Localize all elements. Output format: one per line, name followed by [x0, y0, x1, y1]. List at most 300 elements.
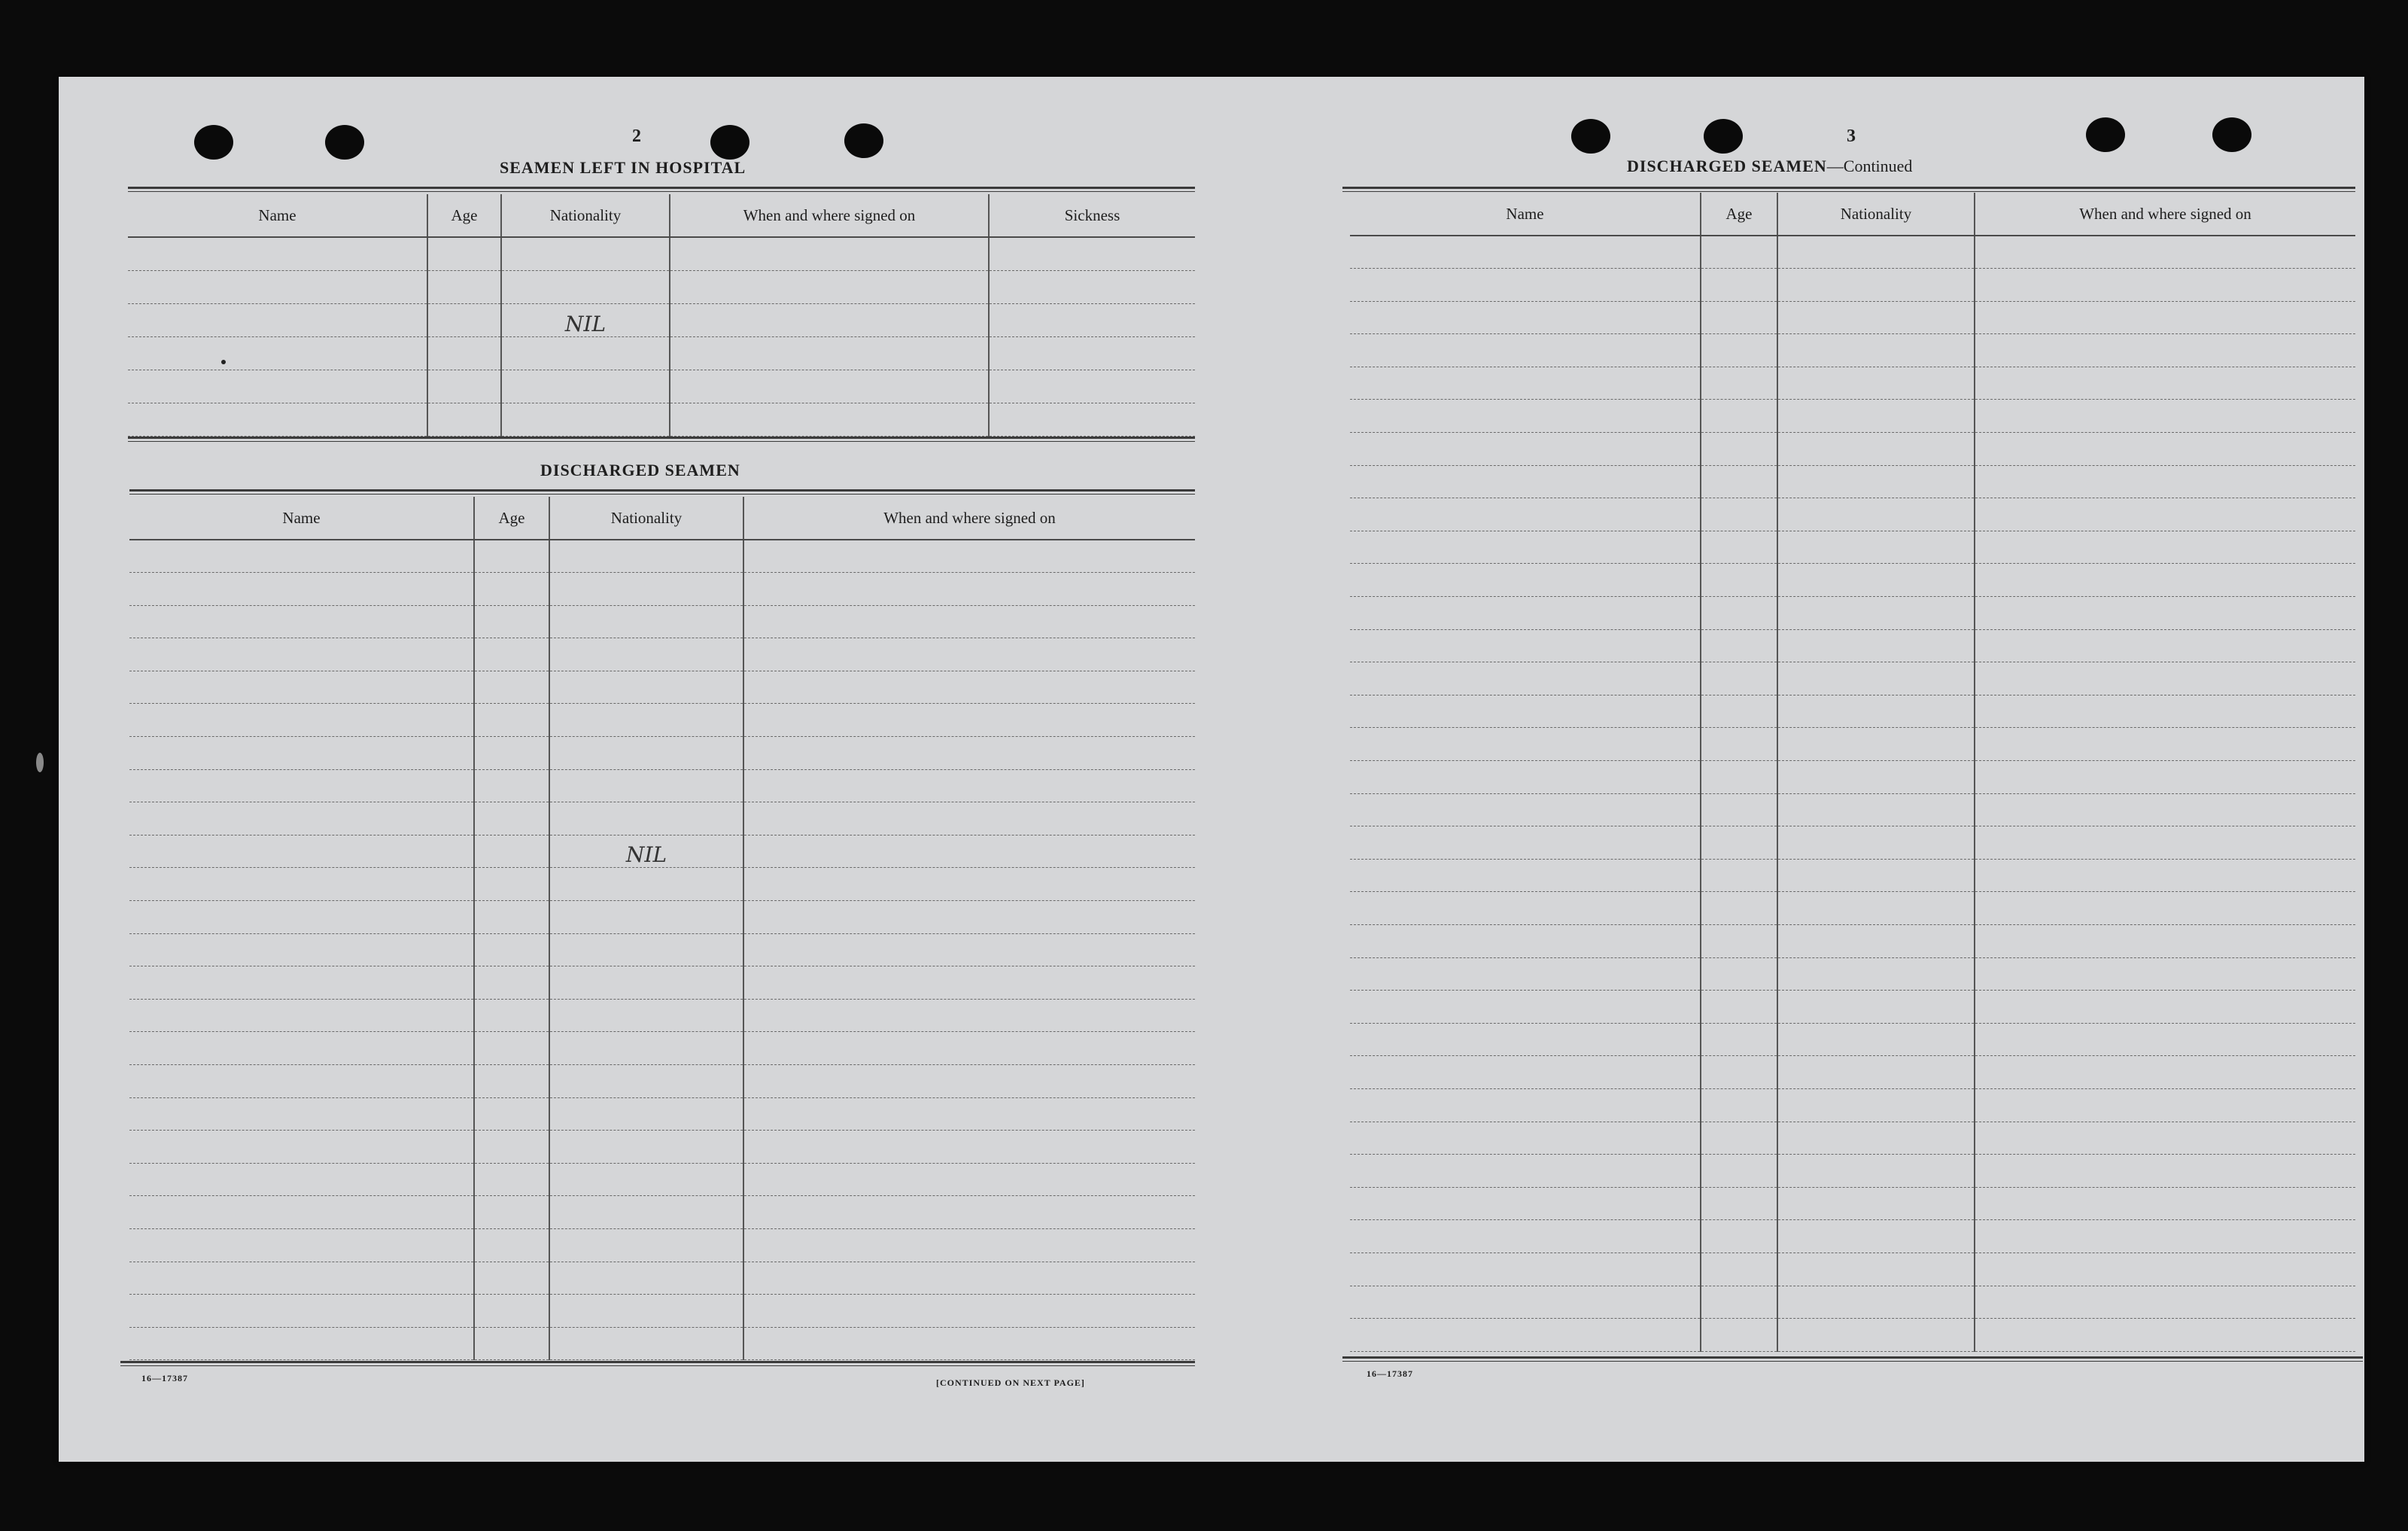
table-cell: [1975, 662, 2355, 695]
table-cell: [743, 704, 1195, 737]
table-cell: [549, 901, 743, 934]
table-cell: [743, 638, 1195, 671]
table-cell: [1701, 269, 1777, 302]
table-cell: [989, 336, 1195, 370]
table-cell: [1350, 1056, 1701, 1089]
table-cell: [1975, 564, 2355, 597]
table-cell: [1350, 892, 1701, 925]
table-cell: [501, 237, 670, 270]
table-cell: [474, 605, 549, 638]
table-cell: [129, 802, 474, 836]
table-cell: [743, 1196, 1195, 1229]
table-cell: [1701, 1056, 1777, 1089]
table-cell: [549, 999, 743, 1032]
table-cell: [129, 540, 474, 573]
table-cell: [1975, 1220, 2355, 1253]
table-cell: [743, 1163, 1195, 1196]
table-cell: [549, 1295, 743, 1328]
table-cell: [129, 835, 474, 868]
table-cell: [1975, 400, 2355, 433]
table-cell: [1777, 433, 1975, 466]
table-cell: [1350, 826, 1701, 860]
handwritten-nil: NIL: [501, 303, 670, 336]
table-cell: [1975, 236, 2355, 269]
table-cell: [1975, 1319, 2355, 1352]
table-cell: [1777, 629, 1975, 662]
discharged-section-title: DISCHARGED SEAMEN: [540, 461, 740, 479]
table-cell: [1975, 728, 2355, 761]
table-cell: [129, 737, 474, 770]
table-cell: [1701, 301, 1777, 334]
table-cell: [1975, 957, 2355, 991]
table-cell: [1350, 236, 1701, 269]
table-cell: [1975, 1187, 2355, 1220]
table-cell: [129, 1196, 474, 1229]
table-cell: [474, 1196, 549, 1229]
table-cell: [989, 370, 1195, 403]
table-cell: [1975, 1088, 2355, 1122]
table-cell: [989, 237, 1195, 270]
table-cell: [1777, 1155, 1975, 1188]
table-cell: [1350, 761, 1701, 794]
discharged-continued-title: [1627, 157, 1912, 176]
table-cell: [1975, 597, 2355, 630]
table-cell: [1975, 1286, 2355, 1319]
table-cell: [989, 303, 1195, 336]
speck: [221, 360, 226, 364]
table-cell: [549, 933, 743, 966]
table-cell: [1975, 433, 2355, 466]
table-cell: [743, 933, 1195, 966]
table-cell: [1777, 761, 1975, 794]
table-cell: [743, 573, 1195, 606]
ledger-sheet: [59, 77, 2364, 1462]
table-cell: [1350, 269, 1701, 302]
table-cell: [743, 1295, 1195, 1328]
table-cell: [1777, 695, 1975, 728]
table-cell: [1350, 1023, 1701, 1056]
table-cell: [128, 303, 427, 336]
table-cell: [549, 1097, 743, 1131]
table-cell: [549, 769, 743, 802]
table-cell: [1701, 991, 1777, 1024]
table-cell: [474, 704, 549, 737]
table-cell: [1701, 367, 1777, 400]
continued-note: [CONTINUED ON NEXT PAGE]: [936, 1377, 1085, 1388]
table-cell: [743, 1131, 1195, 1164]
table-cell: [670, 270, 989, 303]
table-cell: [129, 1228, 474, 1262]
table-cell: [549, 1196, 743, 1229]
table-cell: [129, 1163, 474, 1196]
form-code: 16—17387: [1367, 1368, 1413, 1379]
hospital-bottom-rule: [128, 437, 1195, 442]
table-cell: [743, 868, 1195, 901]
table-cell: [474, 638, 549, 671]
column-header-signed-on: When and where signed on: [1975, 193, 2355, 236]
top-rule: [1342, 187, 2355, 192]
table-cell: [1777, 826, 1975, 860]
table-cell: [474, 573, 549, 606]
table-cell: [1350, 597, 1701, 630]
table-cell: [1350, 367, 1701, 400]
table-cell: [1350, 433, 1701, 466]
column-header-nationality: Nationality: [549, 497, 743, 540]
table-cell: [474, 933, 549, 966]
table-cell: [427, 370, 501, 403]
table-cell: [1975, 1252, 2355, 1286]
table-cell: [549, 966, 743, 1000]
table-cell: [1777, 1187, 1975, 1220]
table-cell: [128, 336, 427, 370]
table-cell: [1975, 1122, 2355, 1155]
table-cell: [474, 999, 549, 1032]
table-cell: [1701, 236, 1777, 269]
table-cell: [1777, 1252, 1975, 1286]
table-cell: [549, 540, 743, 573]
table-cell: [129, 1262, 474, 1295]
table-cell: [1701, 826, 1777, 860]
table-cell: [1701, 1023, 1777, 1056]
table-cell: [1701, 1122, 1777, 1155]
table-cell: [501, 336, 670, 370]
table-cell: [1777, 334, 1975, 367]
column-header-nationality: Nationality: [501, 194, 670, 237]
table-cell: [129, 638, 474, 671]
table-cell: [128, 370, 427, 403]
table-cell: [549, 638, 743, 671]
table-cell: [549, 1163, 743, 1196]
table-cell: [1777, 367, 1975, 400]
table-cell: [427, 403, 501, 436]
table-cell: [1777, 1023, 1975, 1056]
table-cell: [1350, 1220, 1701, 1253]
table-cell: [549, 671, 743, 704]
table-cell: [743, 1327, 1195, 1360]
table-cell: [474, 671, 549, 704]
table-cell: [129, 573, 474, 606]
table-cell: [549, 1032, 743, 1065]
table-cell: [128, 403, 427, 436]
table-cell: [1975, 793, 2355, 826]
table-cell: [1701, 597, 1777, 630]
table-cell: [501, 403, 670, 436]
table-cell: [1777, 269, 1975, 302]
table-cell: [1701, 1220, 1777, 1253]
column-header-sickness: Sickness: [989, 194, 1195, 237]
table-cell: [1975, 761, 2355, 794]
column-header-signed-on: When and where signed on: [743, 497, 1195, 540]
table-cell: [1777, 465, 1975, 498]
table-cell: [1701, 400, 1777, 433]
table-cell: [1350, 1088, 1701, 1122]
table-cell: [1777, 991, 1975, 1024]
table-cell: [474, 1228, 549, 1262]
table-cell: [549, 1228, 743, 1262]
table-cell: [1701, 564, 1777, 597]
table-cell: [1777, 662, 1975, 695]
table-cell: [474, 1295, 549, 1328]
table-cell: [1701, 1319, 1777, 1352]
table-cell: [743, 802, 1195, 836]
table-cell: [670, 403, 989, 436]
table-cell: [1701, 892, 1777, 925]
table-cell: [474, 737, 549, 770]
table-cell: [743, 901, 1195, 934]
table-cell: [129, 999, 474, 1032]
table-cell: [129, 1131, 474, 1164]
left-page: [59, 77, 1233, 1462]
table-cell: [129, 966, 474, 1000]
table-cell: [1350, 498, 1701, 531]
table-cell: [128, 270, 427, 303]
table-cell: [1701, 531, 1777, 564]
table-cell: [427, 303, 501, 336]
column-header-name: Name: [1350, 193, 1701, 236]
table-cell: [129, 769, 474, 802]
table-cell: [129, 1097, 474, 1131]
table-cell: [1975, 1056, 2355, 1089]
section-title-text: DISCHARGED SEAMEN: [1627, 157, 1827, 175]
table-cell: [1975, 367, 2355, 400]
table-cell: [1701, 957, 1777, 991]
table-cell: [1975, 334, 2355, 367]
table-cell: [1350, 629, 1701, 662]
table-cell: [743, 1097, 1195, 1131]
table-cell: [1777, 728, 1975, 761]
table-cell: [474, 1065, 549, 1098]
discharged-continued-table: [1350, 193, 2355, 1352]
table-cell: [1350, 301, 1701, 334]
table-cell: [1975, 301, 2355, 334]
table-cell: [1777, 531, 1975, 564]
table-cell: [474, 1327, 549, 1360]
table-cell: [1777, 1286, 1975, 1319]
table-cell: [1777, 892, 1975, 925]
table-cell: [1975, 1023, 2355, 1056]
table-cell: [1350, 957, 1701, 991]
table-cell: [1777, 1319, 1975, 1352]
table-cell: [1350, 924, 1701, 957]
table-cell: [1701, 1187, 1777, 1220]
edge-mark: [36, 753, 44, 772]
table-cell: [743, 999, 1195, 1032]
table-cell: [128, 237, 427, 270]
table-cell: [1701, 728, 1777, 761]
table-cell: [1777, 859, 1975, 892]
table-cell: [1701, 465, 1777, 498]
right-page: [1233, 77, 2364, 1462]
table-cell: [1701, 761, 1777, 794]
table-cell: [1975, 629, 2355, 662]
table-cell: [743, 1228, 1195, 1262]
table-cell: [1350, 334, 1701, 367]
table-cell: [129, 1327, 474, 1360]
table-cell: [1701, 924, 1777, 957]
column-header-age: Age: [1701, 193, 1777, 236]
table-cell: [1777, 597, 1975, 630]
table-cell: [1350, 1286, 1701, 1319]
table-cell: [474, 835, 549, 868]
table-cell: [1975, 269, 2355, 302]
table-cell: [1777, 1056, 1975, 1089]
table-cell: [474, 1097, 549, 1131]
table-cell: [670, 370, 989, 403]
discharged-bottom-rule: [120, 1361, 1195, 1366]
table-cell: [427, 336, 501, 370]
column-header-name: Name: [129, 497, 474, 540]
table-cell: [129, 1032, 474, 1065]
table-cell: [1350, 991, 1701, 1024]
form-code: 16—17387: [141, 1373, 188, 1383]
table-cell: [1777, 400, 1975, 433]
table-cell: [1350, 728, 1701, 761]
table-cell: [129, 901, 474, 934]
table-cell: [501, 370, 670, 403]
hospital-section-title: SEAMEN LEFT IN HOSPITAL: [500, 158, 746, 177]
table-cell: [549, 704, 743, 737]
table-cell: [1350, 1122, 1701, 1155]
table-cell: [474, 1032, 549, 1065]
table-cell: [1777, 236, 1975, 269]
table-cell: [474, 1262, 549, 1295]
table-cell: [743, 1262, 1195, 1295]
table-cell: [549, 802, 743, 836]
table-cell: [1701, 334, 1777, 367]
table-cell: [743, 737, 1195, 770]
column-header-age: Age: [474, 497, 549, 540]
table-cell: [1777, 564, 1975, 597]
table-cell: [743, 540, 1195, 573]
table-cell: [1975, 991, 2355, 1024]
table-cell: [1350, 859, 1701, 892]
table-cell: [743, 605, 1195, 638]
table-cell: [1701, 1286, 1777, 1319]
page-number: 2: [632, 126, 641, 146]
table-cell: [549, 868, 743, 901]
table-cell: [549, 1262, 743, 1295]
hospital-table: [128, 194, 1195, 437]
table-cell: [427, 237, 501, 270]
table-cell: [1975, 1155, 2355, 1188]
table-cell: [474, 868, 549, 901]
column-header-age: Age: [427, 194, 501, 237]
table-cell: [1350, 793, 1701, 826]
table-cell: [1701, 433, 1777, 466]
table-cell: [474, 802, 549, 836]
table-cell: [427, 270, 501, 303]
table-cell: [474, 769, 549, 802]
table-cell: [1777, 793, 1975, 826]
table-cell: [474, 1131, 549, 1164]
table-cell: [549, 605, 743, 638]
table-cell: [1701, 662, 1777, 695]
table-cell: [1777, 957, 1975, 991]
table-cell: [1975, 531, 2355, 564]
table-cell: [743, 1032, 1195, 1065]
table-cell: [474, 1163, 549, 1196]
table-cell: [670, 237, 989, 270]
table-cell: [1350, 1319, 1701, 1352]
table-cell: [1350, 662, 1701, 695]
table-cell: [743, 966, 1195, 1000]
table-cell: [1777, 301, 1975, 334]
table-cell: [743, 835, 1195, 868]
table-cell: [129, 704, 474, 737]
column-header-name: Name: [128, 194, 427, 237]
table-cell: [1350, 400, 1701, 433]
table-cell: [129, 933, 474, 966]
table-cell: [474, 966, 549, 1000]
table-cell: [549, 1065, 743, 1098]
table-cell: [1701, 859, 1777, 892]
table-cell: [989, 270, 1195, 303]
table-cell: [129, 671, 474, 704]
discharged-table: [129, 497, 1195, 1360]
table-cell: [1350, 1187, 1701, 1220]
table-cell: [1701, 793, 1777, 826]
table-cell: [549, 1327, 743, 1360]
table-cell: [1777, 1220, 1975, 1253]
table-cell: [1777, 1088, 1975, 1122]
table-cell: [1975, 892, 2355, 925]
table-cell: [1701, 1155, 1777, 1188]
column-header-nationality: Nationality: [1777, 193, 1975, 236]
table-cell: [129, 1065, 474, 1098]
table-cell: [1777, 1122, 1975, 1155]
table-cell: [743, 671, 1195, 704]
table-cell: [1350, 564, 1701, 597]
table-cell: [670, 336, 989, 370]
table-cell: [743, 1065, 1195, 1098]
table-cell: [1975, 859, 2355, 892]
table-cell: [549, 737, 743, 770]
table-cell: [129, 605, 474, 638]
section-title-suffix: —Continued: [1826, 157, 1913, 175]
table-cell: [1350, 1252, 1701, 1286]
table-cell: [1975, 498, 2355, 531]
bottom-rule: [1342, 1356, 2363, 1362]
table-cell: [501, 270, 670, 303]
table-cell: [474, 901, 549, 934]
table-cell: [1350, 465, 1701, 498]
table-cell: [1701, 695, 1777, 728]
table-cell: [1350, 695, 1701, 728]
table-cell: [1350, 531, 1701, 564]
table-cell: [1777, 498, 1975, 531]
table-cell: [1701, 629, 1777, 662]
table-cell: [549, 573, 743, 606]
table-cell: [129, 868, 474, 901]
table-cell: [743, 769, 1195, 802]
table-cell: [1975, 826, 2355, 860]
table-cell: [1777, 924, 1975, 957]
table-cell: [1975, 465, 2355, 498]
table-cell: [1975, 924, 2355, 957]
page-number: 3: [1847, 126, 1856, 146]
top-rule: [128, 187, 1195, 192]
table-cell: [129, 1295, 474, 1328]
table-cell: [549, 1131, 743, 1164]
table-cell: [989, 403, 1195, 436]
discharged-top-rule: [129, 489, 1195, 495]
table-cell: [1350, 1155, 1701, 1188]
column-header-signed-on: When and where signed on: [670, 194, 989, 237]
table-cell: [1975, 695, 2355, 728]
table-cell: [1701, 498, 1777, 531]
table-cell: [670, 303, 989, 336]
table-cell: [474, 540, 549, 573]
